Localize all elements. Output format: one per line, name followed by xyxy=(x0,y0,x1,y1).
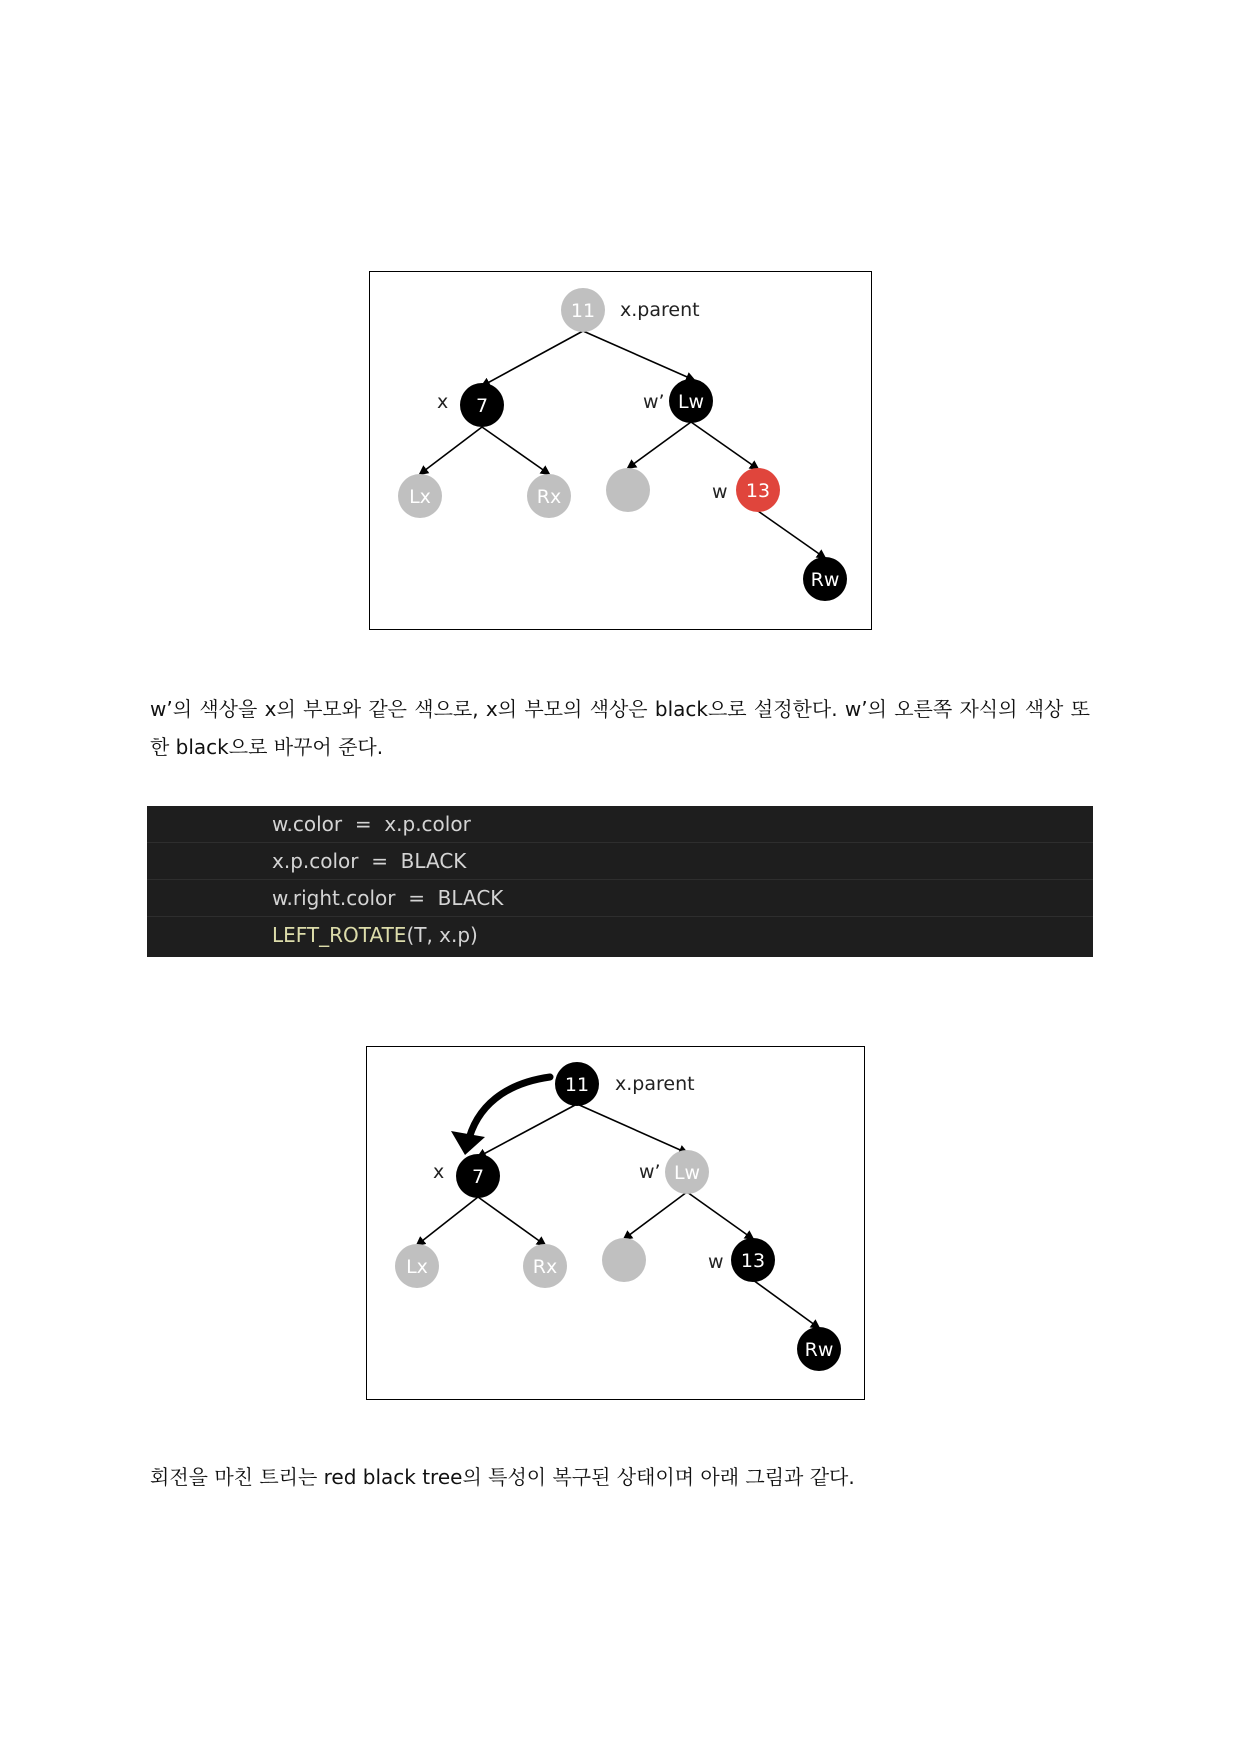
edge-7-rx xyxy=(478,1197,545,1245)
node-11-label: 11 xyxy=(570,300,596,322)
label-w: w xyxy=(708,1251,724,1273)
edge-11-lw xyxy=(583,331,694,380)
edge-lw-empty xyxy=(624,1192,687,1239)
node-7 xyxy=(456,1154,500,1198)
edge-7-lx xyxy=(417,1197,478,1245)
node-lx-label: Lx xyxy=(406,1256,428,1278)
node-rw-label: Rw xyxy=(810,569,840,591)
code-block xyxy=(147,806,1093,957)
tree-figure-after xyxy=(366,1046,865,1400)
node-rx xyxy=(527,474,571,518)
node-rx xyxy=(523,1244,567,1288)
tree-diagram-before xyxy=(370,272,873,631)
node-7-label: 7 xyxy=(475,395,489,417)
edge-7-rx xyxy=(482,427,549,474)
tree-figure-before xyxy=(369,271,872,630)
code-line-4 xyxy=(147,917,1093,954)
code-function-args: (T, x.p) xyxy=(406,923,478,947)
edge-11-7 xyxy=(478,1104,577,1157)
node-circle xyxy=(602,1238,646,1282)
edge-11-7 xyxy=(482,331,583,386)
edge-13-rw xyxy=(753,1280,819,1328)
node-7 xyxy=(460,383,504,427)
label-w-prime: w’ xyxy=(643,391,665,413)
label-x-parent: x.parent xyxy=(615,1073,695,1095)
edge-lw-empty xyxy=(628,422,691,468)
label-x: x xyxy=(437,391,449,413)
node-lx xyxy=(398,474,442,518)
code-function-name: LEFT_ROTATE xyxy=(272,923,407,947)
node-rx-label: Rx xyxy=(536,486,562,508)
node-empty xyxy=(606,468,650,512)
node-lw-label: Lw xyxy=(673,1162,701,1184)
node-13 xyxy=(731,1238,775,1282)
edge-lw-13 xyxy=(687,1192,753,1239)
node-lx xyxy=(395,1244,439,1288)
node-circle xyxy=(606,468,650,512)
node-11 xyxy=(555,1062,599,1106)
label-w-prime: w’ xyxy=(639,1161,661,1183)
label-x-parent: x.parent xyxy=(620,299,700,321)
code-line-3: w.right.color = BLACK xyxy=(147,880,1093,917)
node-11-label: 11 xyxy=(564,1074,590,1096)
code-line-2: x.p.color = BLACK xyxy=(147,843,1093,880)
edge-11-lw xyxy=(577,1104,687,1153)
node-rw xyxy=(797,1327,841,1371)
tree-diagram-after xyxy=(367,1047,866,1401)
edge-lw-13 xyxy=(691,422,758,469)
node-13 xyxy=(736,468,780,512)
node-13-label: 13 xyxy=(740,1250,766,1272)
node-lw xyxy=(665,1150,709,1194)
node-7-label: 7 xyxy=(471,1166,485,1188)
node-empty xyxy=(602,1238,646,1282)
node-lw-label: Lw xyxy=(677,391,705,413)
code-line-1: w.color = x.p.color xyxy=(147,806,1093,843)
edge-7-lx xyxy=(420,427,482,474)
rotation-arrow-head xyxy=(451,1131,485,1155)
node-rw-label: Rw xyxy=(804,1339,834,1361)
node-rx-label: Rx xyxy=(532,1256,558,1278)
edge-13-rw xyxy=(758,511,825,558)
label-w: w xyxy=(712,481,728,503)
node-rw xyxy=(803,557,847,601)
label-x: x xyxy=(433,1161,445,1183)
paragraph-result: 회전을 마친 트리는 red black tree의 특성이 복구된 상태이며 아래 그림과 같다. xyxy=(150,1465,855,1489)
node-13-label: 13 xyxy=(745,480,771,502)
node-11 xyxy=(561,288,605,332)
node-lw xyxy=(669,379,713,423)
paragraph-color-step: w’의 색상을 x의 부모와 같은 색으로, x의 부모의 색상은 black으로 설정한다. w’의 오른쪽 자식의 색상 또한 black으로 바꾸어 준다. xyxy=(150,697,1090,759)
node-lx-label: Lx xyxy=(409,486,431,508)
